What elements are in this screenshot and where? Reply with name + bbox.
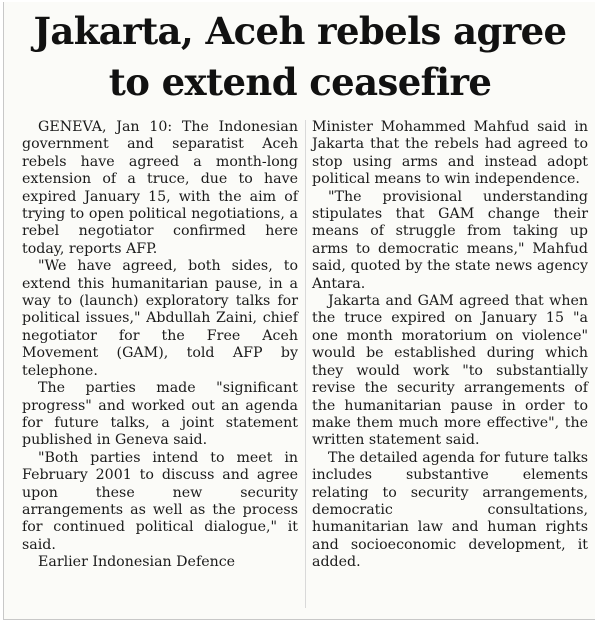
article-paragraph: The parties made "significant progress" and worked out an agenda for future talks, a joint statement published in Geneva said. (22, 380, 298, 449)
headline-line-2: to extend ceasefire (108, 60, 492, 104)
article-column-right (312, 119, 588, 572)
article-paragraph: The detailed agenda for future talks includes substantive elements relating to security arrangements, democratic consultations, humanitarian law and human rights and socioeconomic development, it added. (312, 449, 588, 571)
newspaper-clipping (3, 2, 595, 620)
article-paragraph: "The provisional understanding stipulates that GAM change their means of struggle from taking up arms to democratic means," Mahfud said, quoted by the state news agency Antara. (312, 188, 588, 292)
article-paragraph: GENEVA, Jan 10: The Indonesian government and separatist Aceh rebels have agreed a month-long extension of a truce, due to have expired January 15, with the aim of trying to open political negotiations, a rebel negotiator confirmed here today, reports AFP. (22, 119, 298, 257)
article-paragraph: "Both parties intend to meet in February 2001 to discuss and agree upon these new security arrangements as well as the process for continued political dialogue," it said. (22, 449, 298, 553)
article-paragraph: "We have agreed, both sides, to extend this humanitarian pause, in a way to (launch) exploratory talks for political issues," Abdullah Zaini, chief negotiator for the Free Aceh Movement (GAM), told AFP by telephone. (22, 258, 298, 379)
column-divider (305, 120, 306, 608)
article-paragraph-continued: Minister Mohammed Mahfud said in Jakarta that the rebels had agreed to stop using arms and instead adopt political means to win independence. (312, 119, 588, 188)
article-column-left (22, 119, 298, 572)
article-paragraph: Earlier Indonesian Defence (38, 554, 236, 571)
headline (4, 6, 596, 108)
headline-line-1: Jakarta, Aceh rebels agree (33, 9, 567, 53)
article-paragraph: Jakarta and GAM agreed that when the truce expired on January 15 "a one month moratorium on violence" would be established during which they would work "to substantially revise the security arrangements of the humanitarian pause in order to make them much more effective", the written statement said. (312, 293, 588, 449)
